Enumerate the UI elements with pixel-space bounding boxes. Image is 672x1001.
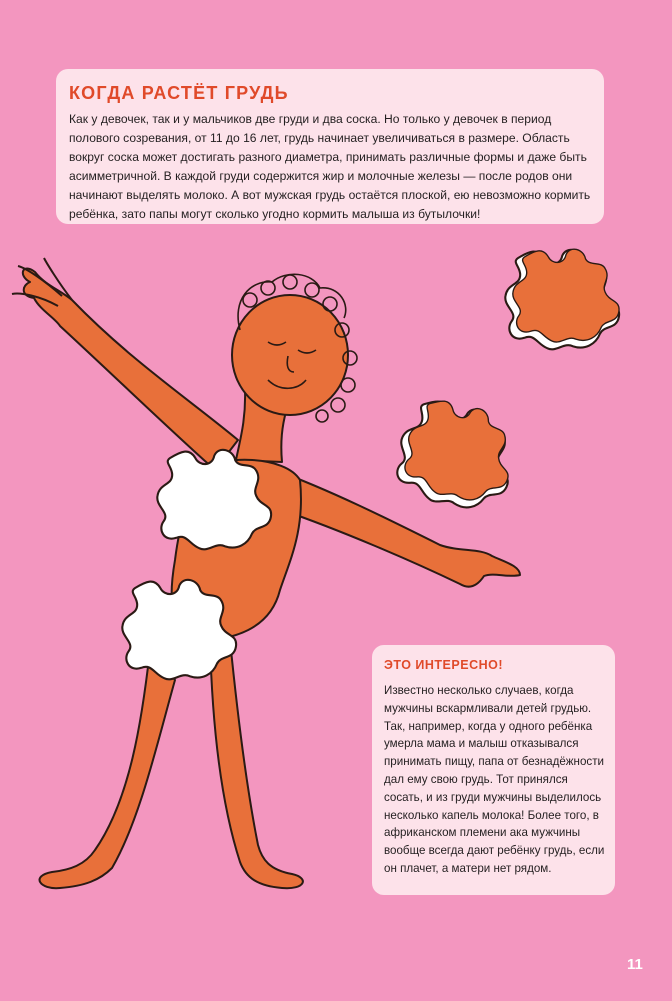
right-leg [210, 640, 303, 888]
puzzle-piece-floating-top [505, 249, 619, 349]
left-leg [40, 650, 175, 888]
info-title: КОГДА РАСТЁТ ГРУДЬ [69, 83, 289, 103]
fact-text: Известно несколько случаев, когда мужчины вскармливали детей грудью. Так, например, когда у одного ребёнка умерла мама и малыш отказывался принимать пищу, папа от безнадёжности дал ему свою грудь. Тот принялся сосать, и из груди мужчины выделилось несколько капель молока! Более того, в африканском племени ака мужчины вообще всегда дают ребёнку грудь, если он плачет, а матери нет рядом. [384, 684, 605, 875]
page-number: 11 [627, 956, 643, 973]
fact-title: ЭТО ИНТЕРЕСНО! [384, 658, 504, 672]
puzzle-piece-floating-middle [388, 393, 524, 519]
head [232, 295, 348, 415]
fact-box [372, 645, 615, 895]
left-arm [23, 269, 238, 471]
info-text: Как у девочек, так и у мальчиков две груди и два соска. Но только у девочек в период полового созревания, от 11 до 16 лет, грудь начинает увеличиваться в размере. Область вокруг соска может достигать разного диаметра, принимать различные формы и даже быть асимметричной. В каждой груди содержится жир и молочные железы — после родов они начинают выделять молоко. А вот мужская грудь остаётся плоской, ею невозможно кормить ребёнка, зато папы могут сколько угодно кормить малыша из бутылочки! [69, 112, 591, 221]
